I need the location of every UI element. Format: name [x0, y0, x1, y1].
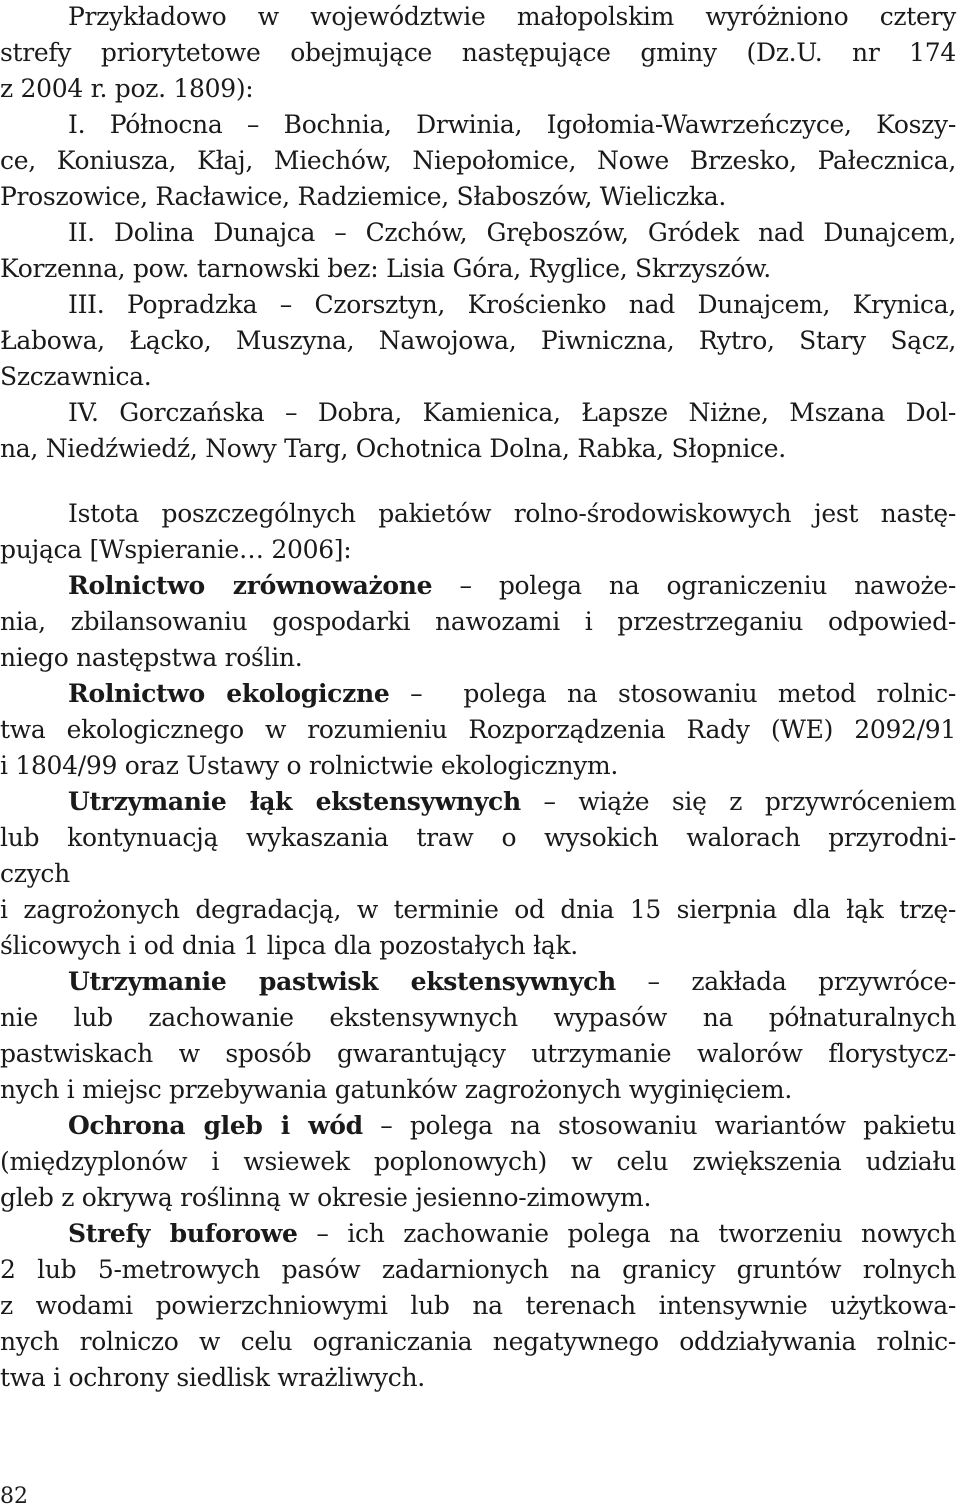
page-number: 82	[0, 1484, 28, 1509]
package-text-line: (międzyplonów i wsiewek poplonowych) w celu zwiększenia udziału	[0, 1147, 956, 1176]
packages-intro-line: pująca [Wspieranie… 2006]:	[0, 535, 352, 564]
zone-1-line: ce, Koniusza, Kłaj, Miechów, Niepołomice, Nowe Brzesko, Pałecznica,	[0, 146, 956, 175]
agri-environment-packages-section	[0, 496, 960, 1396]
zone-4-line: IV. Gorczańska – Dobra, Kamienica, Łapsze Niżne, Mszana Dol-	[68, 398, 956, 427]
package-text: – polega na stosowaniu wariantów pakietu	[362, 1111, 956, 1140]
package-term: Strefy buforowe	[68, 1219, 298, 1248]
package-term: Rolnictwo ekologiczne	[68, 679, 390, 708]
package-text-line: nych rolniczo w celu ograniczania negatywnego oddziaływania rolnic-	[0, 1327, 956, 1356]
package-text-line: nie lub zachowanie ekstensywnych wypasów na półnaturalnych	[0, 1003, 956, 1032]
package-text: – polega na ograniczeniu nawoże-	[432, 571, 956, 600]
zone-2-line: Korzenna, pow. tarnowski bez: Lisia Góra, Ryglice, Skrzyszów.	[0, 254, 771, 283]
package-text: – ich zachowanie polega na tworzeniu nowych	[297, 1219, 956, 1248]
package-pastures-first-line	[0, 964, 960, 1000]
package-text-line: lub kontynuacją wykaszania traw o wysokich walorach przyrodni-	[0, 823, 956, 852]
package-term: Utrzymanie łąk ekstensywnych	[68, 787, 521, 816]
package-term: Ochrona gleb i wód	[68, 1111, 363, 1140]
package-text-line: gleb z okrywą roślinną w okresie jesienno-zimowym.	[0, 1183, 652, 1212]
intro-line: Przykładowo w województwie małopolskim wyróżniono cztery	[68, 2, 956, 31]
package-text-line: 2 lub 5-metrowych pasów zadarnionych na granicy gruntów rolnych	[0, 1255, 956, 1284]
priority-zones-section	[0, 0, 960, 467]
package-text-line: pastwiskach w sposób gwarantujący utrzymanie walorów florystycz-	[0, 1039, 956, 1068]
package-soil-water-first-line	[0, 1108, 960, 1144]
package-text-line: niego następstwa roślin.	[0, 643, 303, 672]
package-term: Rolnictwo zrównoważone	[68, 571, 433, 600]
package-text-line: ślicowych i od dnia 1 lipca dla pozostałych łąk.	[0, 931, 578, 960]
intro-line: z 2004 r. poz. 1809):	[0, 74, 254, 103]
package-text: – wiąże się z przywróceniem	[520, 787, 956, 816]
package-organic-first-line	[0, 676, 960, 712]
package-text-line: czych	[0, 859, 70, 888]
package-buffer-zones-first-line	[0, 1216, 960, 1252]
zone-1-line: Proszowice, Racławice, Radziemice, Słaboszów, Wieliczka.	[0, 182, 726, 211]
zone-1-line: I. Północna – Bochnia, Drwinia, Igołomia-Wawrzeńczyce, Koszy-	[68, 110, 956, 139]
package-text-line: twa i ochrony siedlisk wrażliwych.	[0, 1363, 425, 1392]
package-sustainable-first-line	[0, 568, 960, 604]
zone-4-line: na, Niedźwiedź, Nowy Targ, Ochotnica Dolna, Rabka, Słopnice.	[0, 434, 786, 463]
package-text-line: i zagrożonych degradacją, w terminie od dnia 15 sierpnia dla łąk trzę-	[0, 895, 956, 924]
package-text-line: twa ekologicznego w rozumieniu Rozporządzenia Rady (WE) 2092/91	[0, 715, 956, 744]
zone-2-line: II. Dolina Dunajca – Czchów, Gręboszów, Gródek nad Dunajcem,	[68, 218, 956, 247]
zone-3-line: III. Popradzka – Czorsztyn, Krościenko nad Dunajcem, Krynica,	[68, 290, 956, 319]
package-text-line: nych i miejsc przebywania gatunków zagrożonych wyginięciem.	[0, 1075, 792, 1104]
package-text-line: nia, zbilansowaniu gospodarki nawozami i przestrzeganiu odpowied-	[0, 607, 956, 636]
package-text: – zakłada przywróce-	[615, 967, 957, 996]
package-text-line: z wodami powierzchniowymi lub na terenach intensywnie użytkowa-	[0, 1291, 956, 1320]
package-meadows-first-line	[0, 784, 960, 820]
package-text-line: i 1804/99 oraz Ustawy o rolnictwie ekologicznym.	[0, 751, 619, 780]
zone-3-line: Łabowa, Łącko, Muszyna, Nawojowa, Piwniczna, Rytro, Stary Sącz,	[0, 326, 956, 355]
intro-line: strefy priorytetowe obejmujące następujące gminy (Dz.U. nr 174	[0, 38, 956, 67]
package-term: Utrzymanie pastwisk ekstensywnych	[68, 967, 616, 996]
zone-3-line: Szczawnica.	[0, 362, 152, 391]
package-text: – polega na stosowaniu metod rolnic-	[389, 679, 956, 708]
packages-intro-line: Istota poszczególnych pakietów rolno-środowiskowych jest nastę-	[68, 499, 956, 528]
